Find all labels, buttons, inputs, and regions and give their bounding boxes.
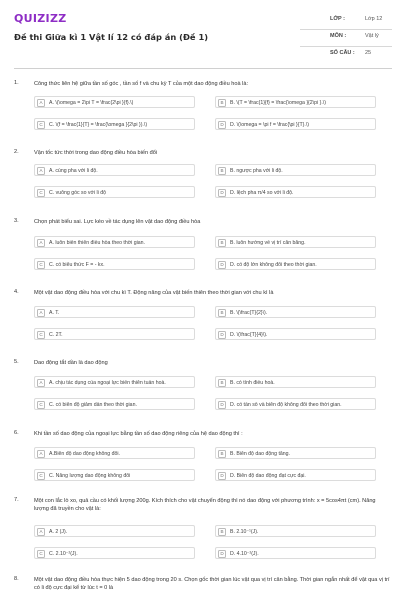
option-text: C. 2.10⁻²(J).	[49, 550, 78, 557]
option-d[interactable]	[215, 469, 376, 481]
option-letter-badge: B	[218, 167, 226, 175]
worksheet-meta	[300, 13, 392, 63]
option-text: A. luôn biến thiên điều hòa theo thời gian.	[49, 239, 145, 246]
option-text: A. T.	[49, 309, 60, 316]
question-number: 3.	[14, 218, 19, 224]
option-d[interactable]	[215, 258, 376, 270]
meta-row-class	[300, 13, 392, 30]
option-text: C. Năng lượng dao động không đổi	[49, 472, 131, 479]
quizizz-logo[interactable]: QUIZIZZ	[14, 12, 67, 25]
option-letter-badge: C	[37, 472, 45, 480]
option-d[interactable]	[215, 547, 376, 559]
option-text: A. cùng pha với li độ.	[49, 167, 98, 174]
option-b[interactable]	[215, 376, 376, 388]
question-text: Khi tần số dao động của ngoại lực bằng tần số dao động riêng của hệ dao động thì :	[34, 431, 243, 437]
option-letter-badge: A	[37, 309, 45, 317]
option-text: A. 2 (J).	[49, 528, 68, 535]
question-number: 6.	[14, 430, 19, 436]
option-text: B. 2.10⁻¹(J).	[230, 528, 259, 535]
option-letter-badge: D	[218, 331, 226, 339]
question-number: 8.	[14, 576, 19, 582]
option-text: C. \(f = \frac{1}{T} = \frac{\omega }{2\pi }).\)	[49, 121, 148, 128]
option-letter-badge: C	[37, 189, 45, 197]
option-text: B. luôn hướng về vị trí cân bằng.	[230, 239, 306, 246]
header-divider	[14, 68, 392, 69]
option-text: D. \(\frac{T}{4}\).	[230, 331, 268, 338]
option-d[interactable]	[215, 398, 376, 410]
meta-label: MÔN :	[330, 33, 347, 39]
option-text: D. có tần số và biên độ không đổi theo thời gian.	[230, 401, 342, 408]
option-letter-badge: C	[37, 401, 45, 409]
option-letter-badge: D	[218, 472, 226, 480]
meta-value: 25	[365, 50, 372, 56]
question-text: Dao động tắt dần là dao động	[34, 360, 108, 366]
question-text: Công thức liên hệ giữa tần số góc , tần số f và chu kỳ T của một dao động điều hoà là:	[34, 81, 249, 87]
option-c[interactable]	[34, 328, 195, 340]
option-d[interactable]	[215, 328, 376, 340]
option-a[interactable]	[34, 447, 195, 459]
question-number: 2.	[14, 149, 19, 155]
option-c[interactable]	[34, 469, 195, 481]
question-number: 7.	[14, 497, 19, 503]
option-b[interactable]	[215, 525, 376, 537]
option-letter-badge: B	[218, 528, 226, 536]
question-text: Chọn phát biểu sai. Lực kéo về tác dụng lên vật dao động điều hòa	[34, 219, 201, 225]
option-text: D. \(\omega = \pi f = \frac{\pi }{T}.\)	[230, 121, 310, 128]
option-a[interactable]	[34, 376, 195, 388]
option-a[interactable]	[34, 96, 195, 108]
option-letter-badge: A	[37, 528, 45, 536]
option-text: A. chịu tác dụng của ngoại lực biến thiên tuần hoà.	[49, 379, 166, 386]
option-text: B. Biên độ dao động tăng.	[230, 450, 290, 457]
option-text: C. vuông góc so với li độ	[49, 189, 107, 196]
option-letter-badge: B	[218, 239, 226, 247]
option-letter-badge: B	[218, 450, 226, 458]
meta-row-subject	[300, 30, 392, 47]
option-a[interactable]	[34, 236, 195, 248]
option-letter-badge: D	[218, 550, 226, 558]
option-letter-badge: C	[37, 331, 45, 339]
option-d[interactable]	[215, 118, 376, 130]
meta-label: LỚP :	[330, 16, 345, 22]
option-b[interactable]	[215, 447, 376, 459]
option-c[interactable]	[34, 547, 195, 559]
option-letter-badge: A	[37, 239, 45, 247]
option-c[interactable]	[34, 398, 195, 410]
option-b[interactable]	[215, 306, 376, 318]
option-text: C. có biểu thức F = - kx.	[49, 261, 105, 268]
option-letter-badge: B	[218, 99, 226, 107]
option-letter-badge: A	[37, 450, 45, 458]
option-c[interactable]	[34, 118, 195, 130]
option-letter-badge: A	[37, 167, 45, 175]
option-a[interactable]	[34, 306, 195, 318]
option-text: B. \(T = \frac{1}{f} = \frac{\omega }{2\pi }.\)	[230, 99, 326, 106]
option-text: B. ngược pha với li độ.	[230, 167, 283, 174]
meta-value: Vật lý	[365, 33, 379, 39]
option-b[interactable]	[215, 236, 376, 248]
option-b[interactable]	[215, 96, 376, 108]
option-letter-badge: C	[37, 121, 45, 129]
option-text: D. lệch pha π/4 so với li độ.	[230, 189, 294, 196]
question-text: Một vật dao động điều hòa thực hiện 5 dao động trong 20 s. Chọn gốc thời gian lúc vật qua vị trí cân bằng. Thời gian ngắn nhất để vật qua vị trí có li độ cực đại kể từ lúc t = 0 là	[34, 577, 390, 591]
question-text: Một con lắc lò xo, quả cầu có khối lượng 200g. Kích thích cho vật chuyển động thì nó dao động với phương trình: x = 5cos4πt (cm). Năng lượng đã truyền cho vật là:	[34, 498, 376, 512]
option-letter-badge: B	[218, 379, 226, 387]
option-letter-badge: B	[218, 309, 226, 317]
option-text: D. Biên độ dao động đạt cực đại.	[230, 472, 306, 479]
option-c[interactable]	[34, 258, 195, 270]
option-letter-badge: C	[37, 550, 45, 558]
option-letter-badge: A	[37, 99, 45, 107]
meta-label: SỐ CÂU :	[330, 50, 355, 56]
option-a[interactable]	[34, 164, 195, 176]
meta-value: Lớp 12	[365, 16, 383, 22]
option-text: D. 4.10⁻²(J).	[230, 550, 259, 557]
option-text: A.Biên độ dao động không đổi.	[49, 450, 120, 457]
option-text: D. có độ lớn không đổi theo thời gian.	[230, 261, 317, 268]
question-text: Vận tốc tức thời trong dao động điều hòa biến đổi	[34, 150, 158, 156]
option-letter-badge: D	[218, 121, 226, 129]
option-text: B. \(\frac{T}{2}\).	[230, 309, 268, 316]
option-text: A. \(\omega = 2\pi T = \frac{2\pi }{f}.\)	[49, 99, 134, 106]
meta-row-count	[300, 47, 392, 63]
option-text: C. 2T.	[49, 331, 63, 338]
question-text: Một vật dao động điều hòa với chu kì T. Động năng của vật biến thiên theo thời gian với chu kì là	[34, 290, 274, 296]
worksheet-header	[0, 0, 400, 62]
option-d[interactable]	[215, 186, 376, 198]
worksheet-title: Đề thi Giữa kì 1 Vật lí 12 có đáp án (Đề 1)	[14, 32, 209, 42]
option-a[interactable]	[34, 525, 195, 537]
option-b[interactable]	[215, 164, 376, 176]
option-text: C. có biên độ giảm dần theo thời gian.	[49, 401, 137, 408]
option-letter-badge: A	[37, 379, 45, 387]
option-c[interactable]	[34, 186, 195, 198]
option-letter-badge: D	[218, 261, 226, 269]
question-number: 4.	[14, 289, 19, 295]
option-letter-badge: D	[218, 189, 226, 197]
option-text: B. có tính điều hoà.	[230, 379, 275, 386]
question-number: 1.	[14, 80, 19, 86]
question-number: 5.	[14, 359, 19, 365]
option-letter-badge: D	[218, 401, 226, 409]
option-letter-badge: C	[37, 261, 45, 269]
